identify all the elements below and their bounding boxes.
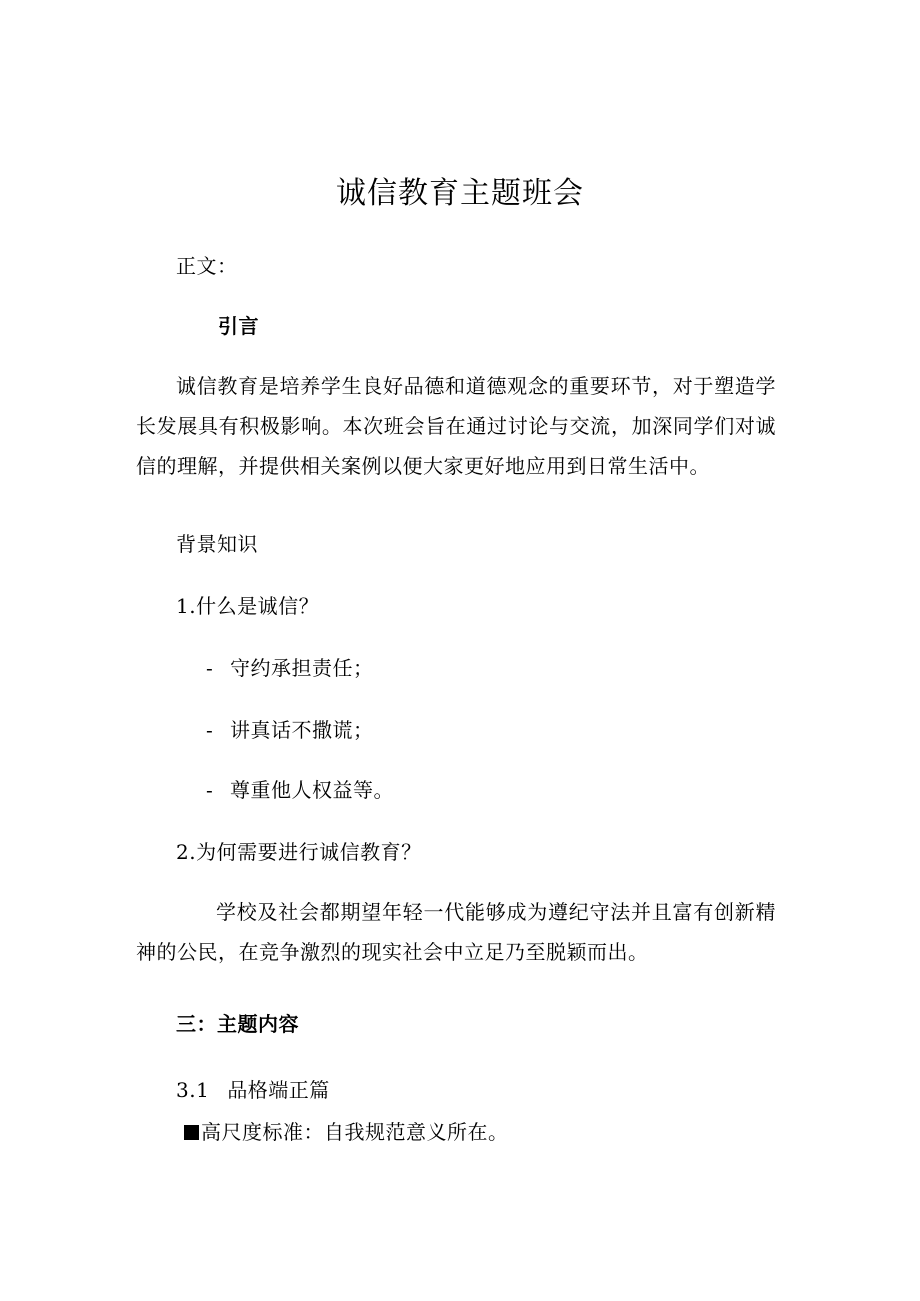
intro-heading: 引言 [218,314,259,338]
section-3-heading: 三：主题内容 [176,1012,299,1036]
list-item [206,778,394,802]
bullet-item [184,1120,509,1144]
dash-marker: - [206,718,214,742]
question-2-paragraph: 学校及社会都期望年轻一代能够成为遵纪守法并且富有创新精神的公民，在竞争激烈的现实社会中立足乃至脱颖而出。 [136,900,776,964]
dash-marker: - [206,656,214,680]
black-square-bullet-icon [184,1125,199,1140]
list-item-text: 尊重他人权益等。 [230,778,394,802]
bullet-text: 高尺度标准：自我规范意义所在。 [201,1120,509,1144]
section-title: 品格端正篇 [227,1078,330,1102]
section-3-1-heading [176,1078,330,1102]
question-1: 1.什么是诚信？ [176,594,320,618]
background-heading: 背景知识 [176,532,258,556]
intro-paragraph: 诚信教育是培养学生良好品德和道德观念的重要环节，对于塑造学长发展具有积极影响。本次班会旨在通过讨论与交流，加深同学们对诚信的理解，并提供相关案例以便大家更好地应用到日常生活中。 [136,374,776,478]
list-item [206,718,374,742]
list-item-text: 讲真话不撒谎； [230,718,374,742]
list-item [206,656,374,680]
dash-marker: - [206,778,214,802]
body-label: 正文： [176,254,238,278]
document-title: 诚信教育主题班会 [336,176,584,211]
list-item-text: 守约承担责任； [230,656,374,680]
question-2: 2.为何需要进行诚信教育？ [176,840,422,864]
section-number: 3.1 [176,1078,210,1102]
